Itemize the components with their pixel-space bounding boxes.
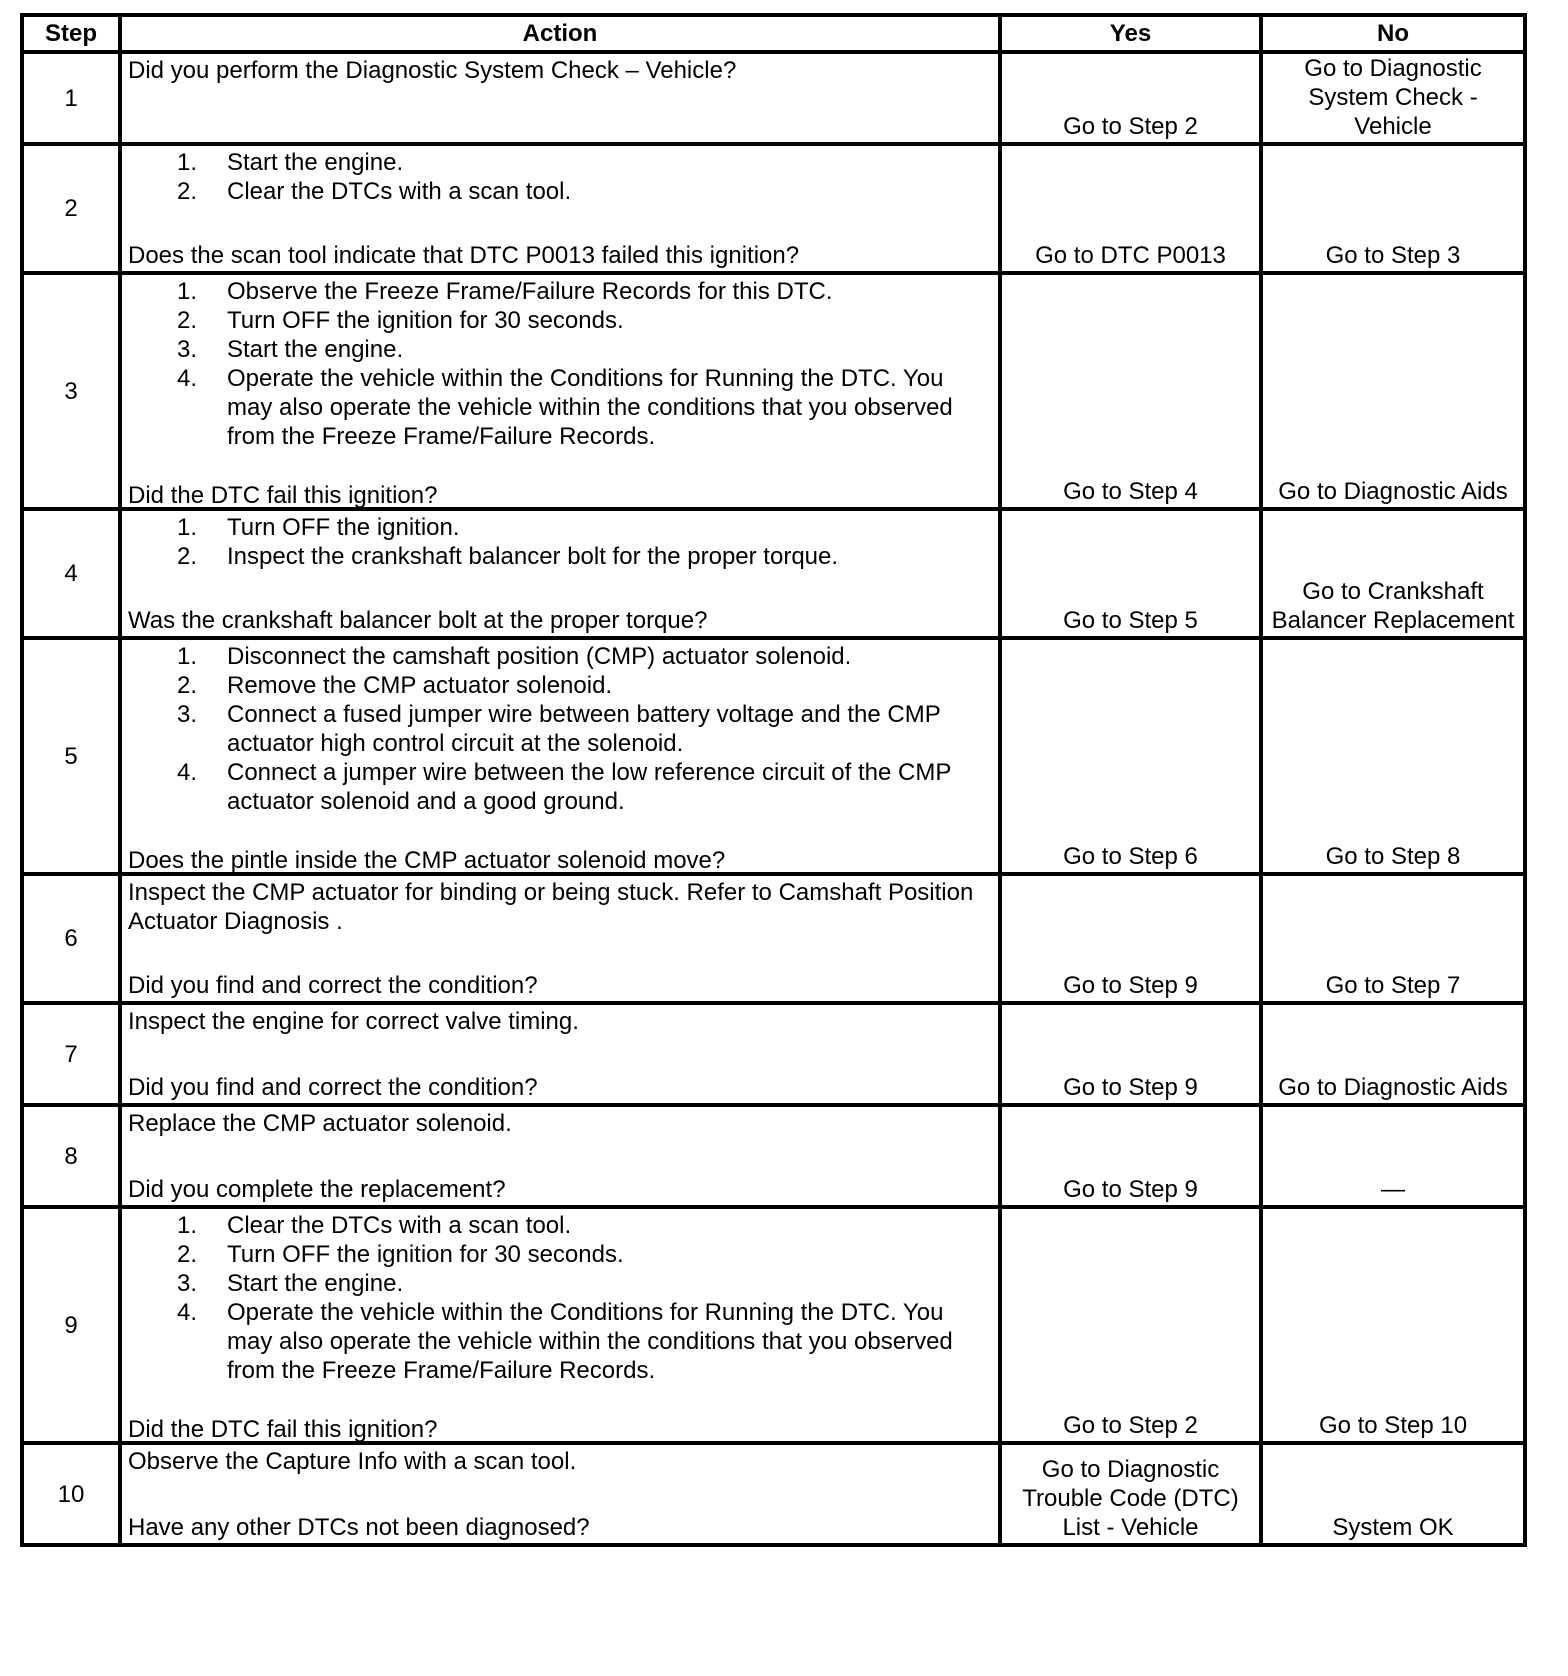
list-item-text: Connect a jumper wire between the low reference circuit of the CMP actuator solenoid and a good ground. bbox=[227, 759, 951, 815]
no-cell bbox=[1261, 874, 1525, 1003]
list-item-number: 1. bbox=[177, 514, 198, 541]
list-item bbox=[128, 1269, 992, 1298]
action-steps-list bbox=[128, 277, 992, 451]
action-cell bbox=[120, 273, 1000, 509]
list-item-text: Observe the Freeze Frame/Failure Records for this DTC. bbox=[227, 278, 833, 305]
header-yes: Yes bbox=[1000, 15, 1261, 52]
list-item bbox=[128, 335, 992, 364]
list-item-number: 4. bbox=[177, 1299, 198, 1326]
list-item-text: Turn OFF the ignition for 30 seconds. bbox=[227, 1241, 624, 1268]
action-cell bbox=[120, 1207, 1000, 1443]
no-cell bbox=[1261, 638, 1525, 874]
yes-cell bbox=[1000, 1003, 1261, 1105]
action-steps-list bbox=[128, 1211, 992, 1385]
list-item-number: 1. bbox=[177, 1212, 198, 1239]
list-item bbox=[128, 177, 992, 206]
yes-cell bbox=[1000, 1443, 1261, 1545]
action-text: Replace the CMP actuator solenoid. bbox=[128, 1110, 512, 1137]
no-action-text: Go to Step 10 bbox=[1318, 1412, 1468, 1439]
step-number: 3 bbox=[22, 273, 120, 509]
yes-action-text: Go to DTC P0013 bbox=[1035, 242, 1226, 269]
yes-action-text: Go to Diagnostic Trouble Code (DTC) List - Vehicle bbox=[1022, 1456, 1239, 1541]
yes-action-text: Go to Step 9 bbox=[1063, 1074, 1198, 1101]
step-number: 10 bbox=[22, 1443, 120, 1545]
table-row bbox=[22, 1207, 1525, 1443]
list-item-text: Clear the DTCs with a scan tool. bbox=[227, 1212, 572, 1239]
table-row bbox=[22, 874, 1525, 1003]
header-row bbox=[22, 15, 1525, 52]
table-row bbox=[22, 1003, 1525, 1105]
no-action-text: Go to Step 3 bbox=[1325, 242, 1461, 269]
table-row bbox=[22, 52, 1525, 144]
action-cell bbox=[120, 1443, 1000, 1545]
list-item bbox=[128, 758, 992, 816]
yes-cell bbox=[1000, 273, 1261, 509]
table-row bbox=[22, 144, 1525, 273]
no-action-text: System OK bbox=[1332, 1514, 1454, 1541]
no-cell bbox=[1261, 1207, 1525, 1443]
step-number: 7 bbox=[22, 1003, 120, 1105]
list-item-number: 1. bbox=[177, 149, 198, 176]
list-item bbox=[128, 542, 992, 571]
yes-cell bbox=[1000, 1207, 1261, 1443]
no-cell bbox=[1261, 1443, 1525, 1545]
list-item bbox=[128, 306, 992, 335]
list-item-number: 4. bbox=[177, 759, 198, 786]
action-question: Did the DTC fail this ignition? bbox=[128, 1416, 438, 1443]
no-action-text: — bbox=[1381, 1176, 1405, 1203]
list-item-text: Connect a fused jumper wire between battery voltage and the CMP actuator high control circuit at the solenoid. bbox=[227, 701, 941, 757]
action-text: Did you perform the Diagnostic System Check – Vehicle? bbox=[128, 57, 737, 84]
no-action-text: Go to Diagnostic System Check - Vehicle bbox=[1304, 55, 1482, 140]
header-no: No bbox=[1261, 15, 1525, 52]
list-item-text: Remove the CMP actuator solenoid. bbox=[227, 672, 613, 699]
yes-action-text: Go to Step 2 bbox=[1063, 1412, 1198, 1439]
list-item-text: Operate the vehicle within the Conditions for Running the DTC. You may also operate the vehicle within the conditions that you observed from the Freeze Frame/Failure Records. bbox=[227, 365, 953, 450]
action-steps-list bbox=[128, 513, 992, 571]
step-number: 1 bbox=[22, 52, 120, 144]
list-item bbox=[128, 642, 992, 671]
action-text: Inspect the CMP actuator for binding or being stuck. Refer to Camshaft Position Actuator Diagnosis . bbox=[128, 879, 974, 935]
yes-action-text: Go to Step 5 bbox=[1063, 607, 1198, 634]
list-item-text: Operate the vehicle within the Conditions for Running the DTC. You may also operate the vehicle within the conditions that you observed from the Freeze Frame/Failure Records. bbox=[227, 1299, 953, 1384]
yes-action-text: Go to Step 6 bbox=[1063, 843, 1198, 870]
yes-cell bbox=[1000, 144, 1261, 273]
yes-cell bbox=[1000, 509, 1261, 638]
table-row bbox=[22, 638, 1525, 874]
list-item-number: 3. bbox=[177, 336, 198, 363]
action-text: Inspect the engine for correct valve timing. bbox=[128, 1008, 579, 1035]
yes-action-text: Go to Step 2 bbox=[1063, 113, 1198, 140]
table-row bbox=[22, 1443, 1525, 1545]
step-number: 4 bbox=[22, 509, 120, 638]
action-question: Does the scan tool indicate that DTC P0013 failed this ignition? bbox=[128, 242, 800, 269]
diagnostic-table bbox=[20, 13, 1527, 1547]
list-item-text: Start the engine. bbox=[227, 149, 404, 176]
action-question: Did you find and correct the condition? bbox=[128, 972, 538, 999]
header-step: Step bbox=[22, 15, 120, 52]
list-item-text: Start the engine. bbox=[227, 336, 404, 363]
yes-action-text: Go to Step 9 bbox=[1063, 1176, 1198, 1203]
no-cell bbox=[1261, 273, 1525, 509]
action-steps-list bbox=[128, 148, 992, 206]
table-row bbox=[22, 273, 1525, 509]
action-cell bbox=[120, 1003, 1000, 1105]
step-number: 2 bbox=[22, 144, 120, 273]
yes-cell bbox=[1000, 52, 1261, 144]
action-question: Did the DTC fail this ignition? bbox=[128, 482, 438, 509]
list-item bbox=[128, 671, 992, 700]
yes-cell bbox=[1000, 874, 1261, 1003]
action-cell bbox=[120, 638, 1000, 874]
action-question: Was the crankshaft balancer bolt at the proper torque? bbox=[128, 607, 708, 634]
list-item bbox=[128, 1240, 992, 1269]
list-item-number: 2. bbox=[177, 1241, 198, 1268]
list-item bbox=[128, 513, 992, 542]
no-cell bbox=[1261, 144, 1525, 273]
list-item-text: Clear the DTCs with a scan tool. bbox=[227, 178, 572, 205]
list-item-number: 3. bbox=[177, 701, 198, 728]
no-cell bbox=[1261, 52, 1525, 144]
action-cell bbox=[120, 52, 1000, 144]
action-text: Observe the Capture Info with a scan tool. bbox=[128, 1448, 577, 1475]
no-action-text: Go to Diagnostic Aids bbox=[1278, 478, 1508, 505]
step-number: 8 bbox=[22, 1105, 120, 1207]
action-cell bbox=[120, 1105, 1000, 1207]
no-action-text: Go to Diagnostic Aids bbox=[1278, 1074, 1508, 1101]
list-item-text: Disconnect the camshaft position (CMP) actuator solenoid. bbox=[227, 643, 852, 670]
step-number: 6 bbox=[22, 874, 120, 1003]
action-question: Did you complete the replacement? bbox=[128, 1176, 506, 1203]
no-cell bbox=[1261, 1105, 1525, 1207]
yes-cell bbox=[1000, 1105, 1261, 1207]
no-action-text: Go to Step 7 bbox=[1325, 972, 1461, 999]
list-item-number: 1. bbox=[177, 643, 198, 670]
action-cell bbox=[120, 144, 1000, 273]
list-item-number: 2. bbox=[177, 178, 198, 205]
list-item-number: 4. bbox=[177, 365, 198, 392]
action-question: Have any other DTCs not been diagnosed? bbox=[128, 1514, 590, 1541]
list-item-text: Turn OFF the ignition. bbox=[227, 514, 460, 541]
list-item-number: 2. bbox=[177, 307, 198, 334]
step-number: 9 bbox=[22, 1207, 120, 1443]
no-cell bbox=[1261, 1003, 1525, 1105]
list-item-number: 1. bbox=[177, 278, 198, 305]
no-cell bbox=[1261, 509, 1525, 638]
no-action-text: Go to Crankshaft Balancer Replacement bbox=[1271, 578, 1515, 634]
action-steps-list bbox=[128, 642, 992, 816]
list-item bbox=[128, 700, 992, 758]
list-item-number: 3. bbox=[177, 1270, 198, 1297]
list-item bbox=[128, 1298, 992, 1385]
list-item bbox=[128, 277, 992, 306]
action-question: Did you find and correct the condition? bbox=[128, 1074, 538, 1101]
list-item-text: Inspect the crankshaft balancer bolt for the proper torque. bbox=[227, 543, 839, 570]
step-number: 5 bbox=[22, 638, 120, 874]
list-item-text: Turn OFF the ignition for 30 seconds. bbox=[227, 307, 624, 334]
list-item-text: Start the engine. bbox=[227, 1270, 404, 1297]
action-cell bbox=[120, 874, 1000, 1003]
list-item-number: 2. bbox=[177, 672, 198, 699]
no-action-text: Go to Step 8 bbox=[1325, 843, 1461, 870]
list-item bbox=[128, 364, 992, 451]
action-cell bbox=[120, 509, 1000, 638]
table-body bbox=[22, 52, 1525, 1545]
yes-action-text: Go to Step 4 bbox=[1063, 478, 1198, 505]
yes-action-text: Go to Step 9 bbox=[1063, 972, 1198, 999]
table-row bbox=[22, 509, 1525, 638]
list-item-number: 2. bbox=[177, 543, 198, 570]
header-action: Action bbox=[120, 15, 1000, 52]
action-question: Does the pintle inside the CMP actuator solenoid move? bbox=[128, 847, 726, 874]
table-row bbox=[22, 1105, 1525, 1207]
list-item bbox=[128, 1211, 992, 1240]
list-item bbox=[128, 148, 992, 177]
yes-cell bbox=[1000, 638, 1261, 874]
